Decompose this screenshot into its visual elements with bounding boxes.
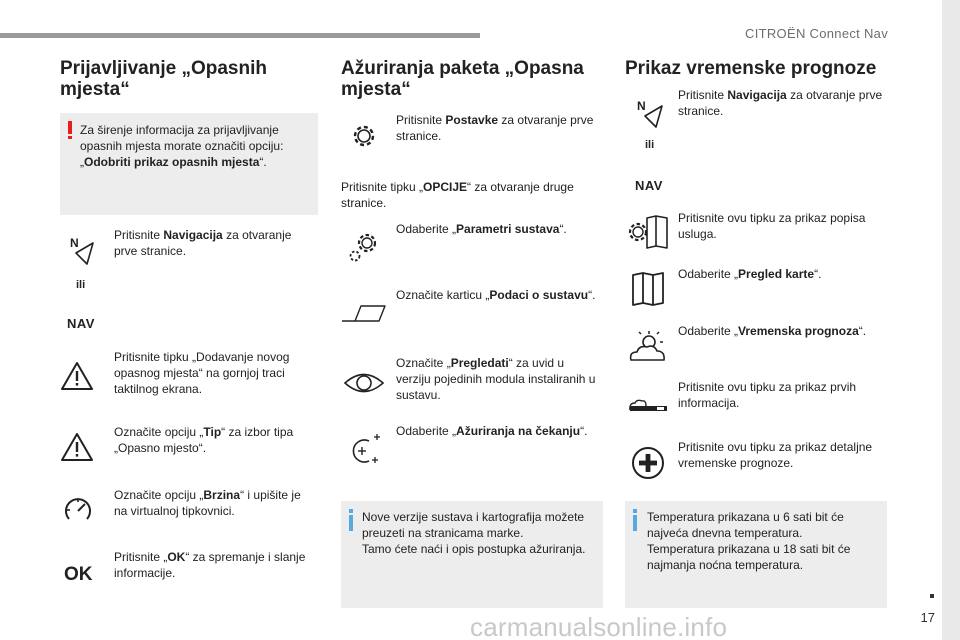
ok-button-label[interactable]: OK <box>64 564 93 585</box>
map-icon[interactable] <box>631 271 665 307</box>
info-icon <box>633 509 637 531</box>
svg-text:N: N <box>70 236 79 250</box>
nav-button-label[interactable]: NAV <box>635 178 663 193</box>
info-icon <box>349 509 353 531</box>
speedometer-icon[interactable] <box>62 494 94 526</box>
section-hazard-updates <box>341 58 603 100</box>
step-text: Odaberite „Ažuriranja na čekanju“. <box>396 424 588 438</box>
step-text: Pritisnite Navigacija za otvaranje prve stranice. <box>114 228 292 258</box>
section-weather <box>625 58 887 79</box>
info-box <box>625 501 887 608</box>
brand-title: CITROËN Connect Nav <box>745 26 888 41</box>
or-label: ili <box>645 139 655 151</box>
page-marker <box>930 594 934 598</box>
step-text: Označite karticu „Podaci o sustavu“. <box>396 288 596 302</box>
step-text: Označite „Pregledati“ za uvid u verziju pojedinih modula instaliranih u sustavu. <box>396 356 596 402</box>
step-text: Pritisnite ovu tipku za prikaz popisa usluga. <box>678 211 866 241</box>
info-box <box>341 501 603 608</box>
tab-icon[interactable] <box>341 302 387 324</box>
navigation-icon[interactable] <box>631 96 667 130</box>
step-text: Pritisnite tipku „Dodavanje novog opasnog mjesta“ na gornjoj traci taktilnog ekrana. <box>114 350 290 396</box>
section-title: Prijavljivanje „Opasnih mjesta“ <box>60 58 267 100</box>
or-label: ili <box>76 279 86 291</box>
step-text: Pritisnite Navigacija za otvaranje prve stranice. <box>678 88 883 118</box>
step-text: Pritisnite Postavke za otvaranje prve stranice. <box>396 113 594 143</box>
section-title: Prikaz vremenske prognoze <box>625 58 877 79</box>
warning-triangle-icon[interactable] <box>60 360 94 392</box>
weather-icon[interactable] <box>627 330 669 362</box>
step-text: Pritisnite ovu tipku za prikaz prvih informacija. <box>678 380 857 410</box>
section-title: Ažuriranja paketa „Opasna mjesta“ <box>341 58 584 100</box>
svg-text:N: N <box>637 99 646 113</box>
step-text: Označite opciju „Tip“ za izbor tipa „Opasno mjesto“. <box>114 425 294 455</box>
step-text: Odaberite „Vremenska prognoza“. <box>678 324 867 338</box>
page-number: 17 <box>920 610 935 625</box>
eye-icon[interactable] <box>343 370 385 396</box>
info-text: Temperatura prikazana u 6 sati bit će najveća dnevna temperatura. Temperatura prikazana u 18 sati bit će najmanja noćna temperatura. <box>647 510 851 572</box>
warning-text: Za širenje informacija za prijavljivanje opasnih mjesta morate označiti opciju: „Odobriti prikaz opasnih mjesta“. <box>80 123 284 169</box>
update-icon[interactable] <box>345 431 383 467</box>
step-text: Pritisnite „OK“ za spremanje i slanje informacije. <box>114 550 306 580</box>
warning-triangle-icon[interactable] <box>60 431 94 463</box>
instruction-text: Pritisnite tipku „OPCIJE“ za otvaranje druge stranice. <box>341 180 574 210</box>
navigation-icon[interactable] <box>62 233 98 267</box>
warning-icon <box>68 121 72 139</box>
page-edge-strip <box>942 0 960 640</box>
warning-box <box>60 113 318 215</box>
weather-bar-icon[interactable] <box>627 396 669 414</box>
info-text: Nove verzije sustava i kartografija možete preuzeti na stranicama marke. Tamo ćete naći i opis postupka ažuriranja. <box>362 510 586 556</box>
header-rule <box>0 33 480 38</box>
settings-gear-icon[interactable] <box>349 121 379 151</box>
step-text: Označite opciju „Brzina“ i upišite je na virtualnoj tipkovnici. <box>114 488 301 518</box>
section-hazard-report <box>60 58 318 100</box>
watermark: carmanualsonline.info <box>470 612 728 640</box>
step-text: Pritisnite ovu tipku za prikaz detaljne vremenske prognoze. <box>678 440 873 470</box>
step-text: Odaberite „Parametri sustava“. <box>396 222 567 236</box>
step-text: Odaberite „Pregled karte“. <box>678 267 822 281</box>
services-icon[interactable] <box>627 214 669 250</box>
system-settings-icon[interactable] <box>347 230 381 264</box>
plus-circle-icon[interactable] <box>631 446 665 480</box>
nav-button-label[interactable]: NAV <box>67 316 95 331</box>
